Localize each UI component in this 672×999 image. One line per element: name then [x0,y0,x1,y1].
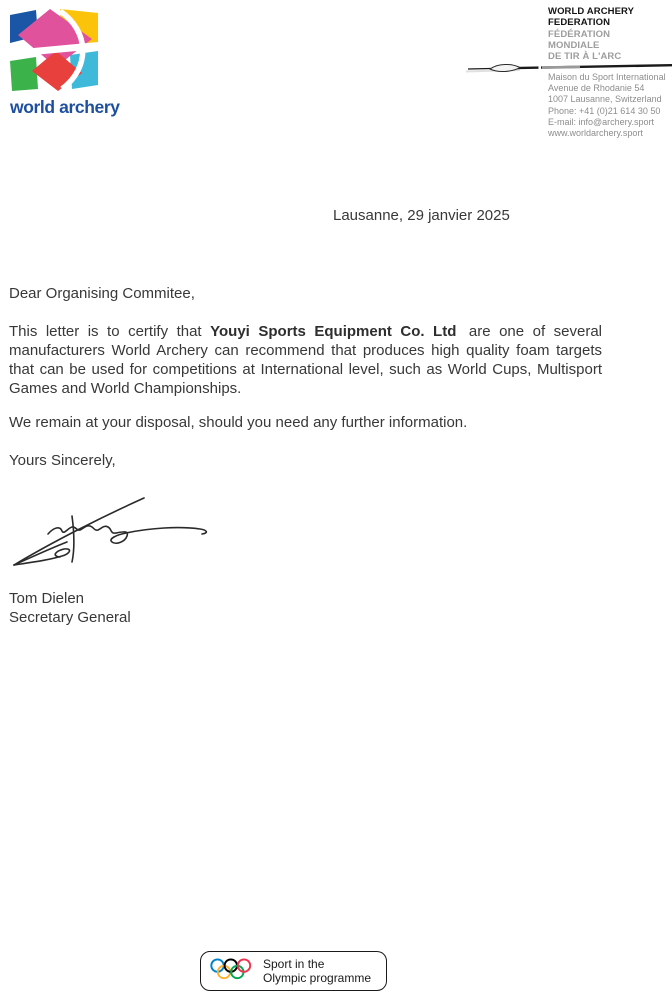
org-name-fr-line1: FÉDÉRATION [548,29,611,40]
org-name-block [548,6,672,62]
address-line: Maison du Sport International [548,72,666,82]
certification-paragraph [9,322,602,398]
company-name: Youyi Sports Equipment Co. Ltd [210,323,457,340]
signer-title: Secretary General [9,609,131,626]
org-name-fr-line3: DE TIR À L'ARC [548,51,622,62]
signature-handwriting [4,486,224,576]
closing: Yours Sincerely, [9,452,116,469]
org-name-fr [548,29,672,62]
address-line: Avenue de Rhodanie 54 [548,83,645,94]
org-name-en-line1: WORLD ARCHERY [548,6,635,17]
certify-text-post: are one of several manufacturers World Archery can recommend that produces high quality foam targets that can be used for competitions at International level, such as World Cups, Multisport Games and World Championships. [9,323,603,397]
world-archery-wordmark: world archery [10,97,120,117]
olympic-text-line1: Sport in the [263,957,325,971]
address-line: www.worldarchery.sport [548,128,643,139]
certify-text-pre: This letter is to certify that [9,323,211,340]
olympic-rings-icon [210,958,254,984]
salutation: Dear Organising Commitee, [9,285,195,302]
dateline: Lausanne, 29 janvier 2025 [333,207,510,224]
address-line: E-mail: info@archery.sport [548,116,655,127]
signer-name: Tom Dielen [9,590,85,607]
olympic-programme-text [263,957,371,985]
org-name-en-line2: FEDERATION [548,17,611,28]
address-line: 1007 Lausanne, Switzerland [548,94,662,105]
org-address [548,72,672,139]
org-name-fr-line2: MONDIALE [548,40,600,51]
world-archery-logo [10,9,120,118]
disposal-paragraph: We remain at your disposal, should you need any further information. [9,414,468,431]
olympic-programme-badge [200,951,387,991]
olympic-text-line2: Olympic programme [263,971,372,985]
org-name-en [548,6,672,28]
address-line: Phone: +41 (0)21 614 30 50 [548,105,661,116]
world-archery-emblem-icon [10,9,98,91]
